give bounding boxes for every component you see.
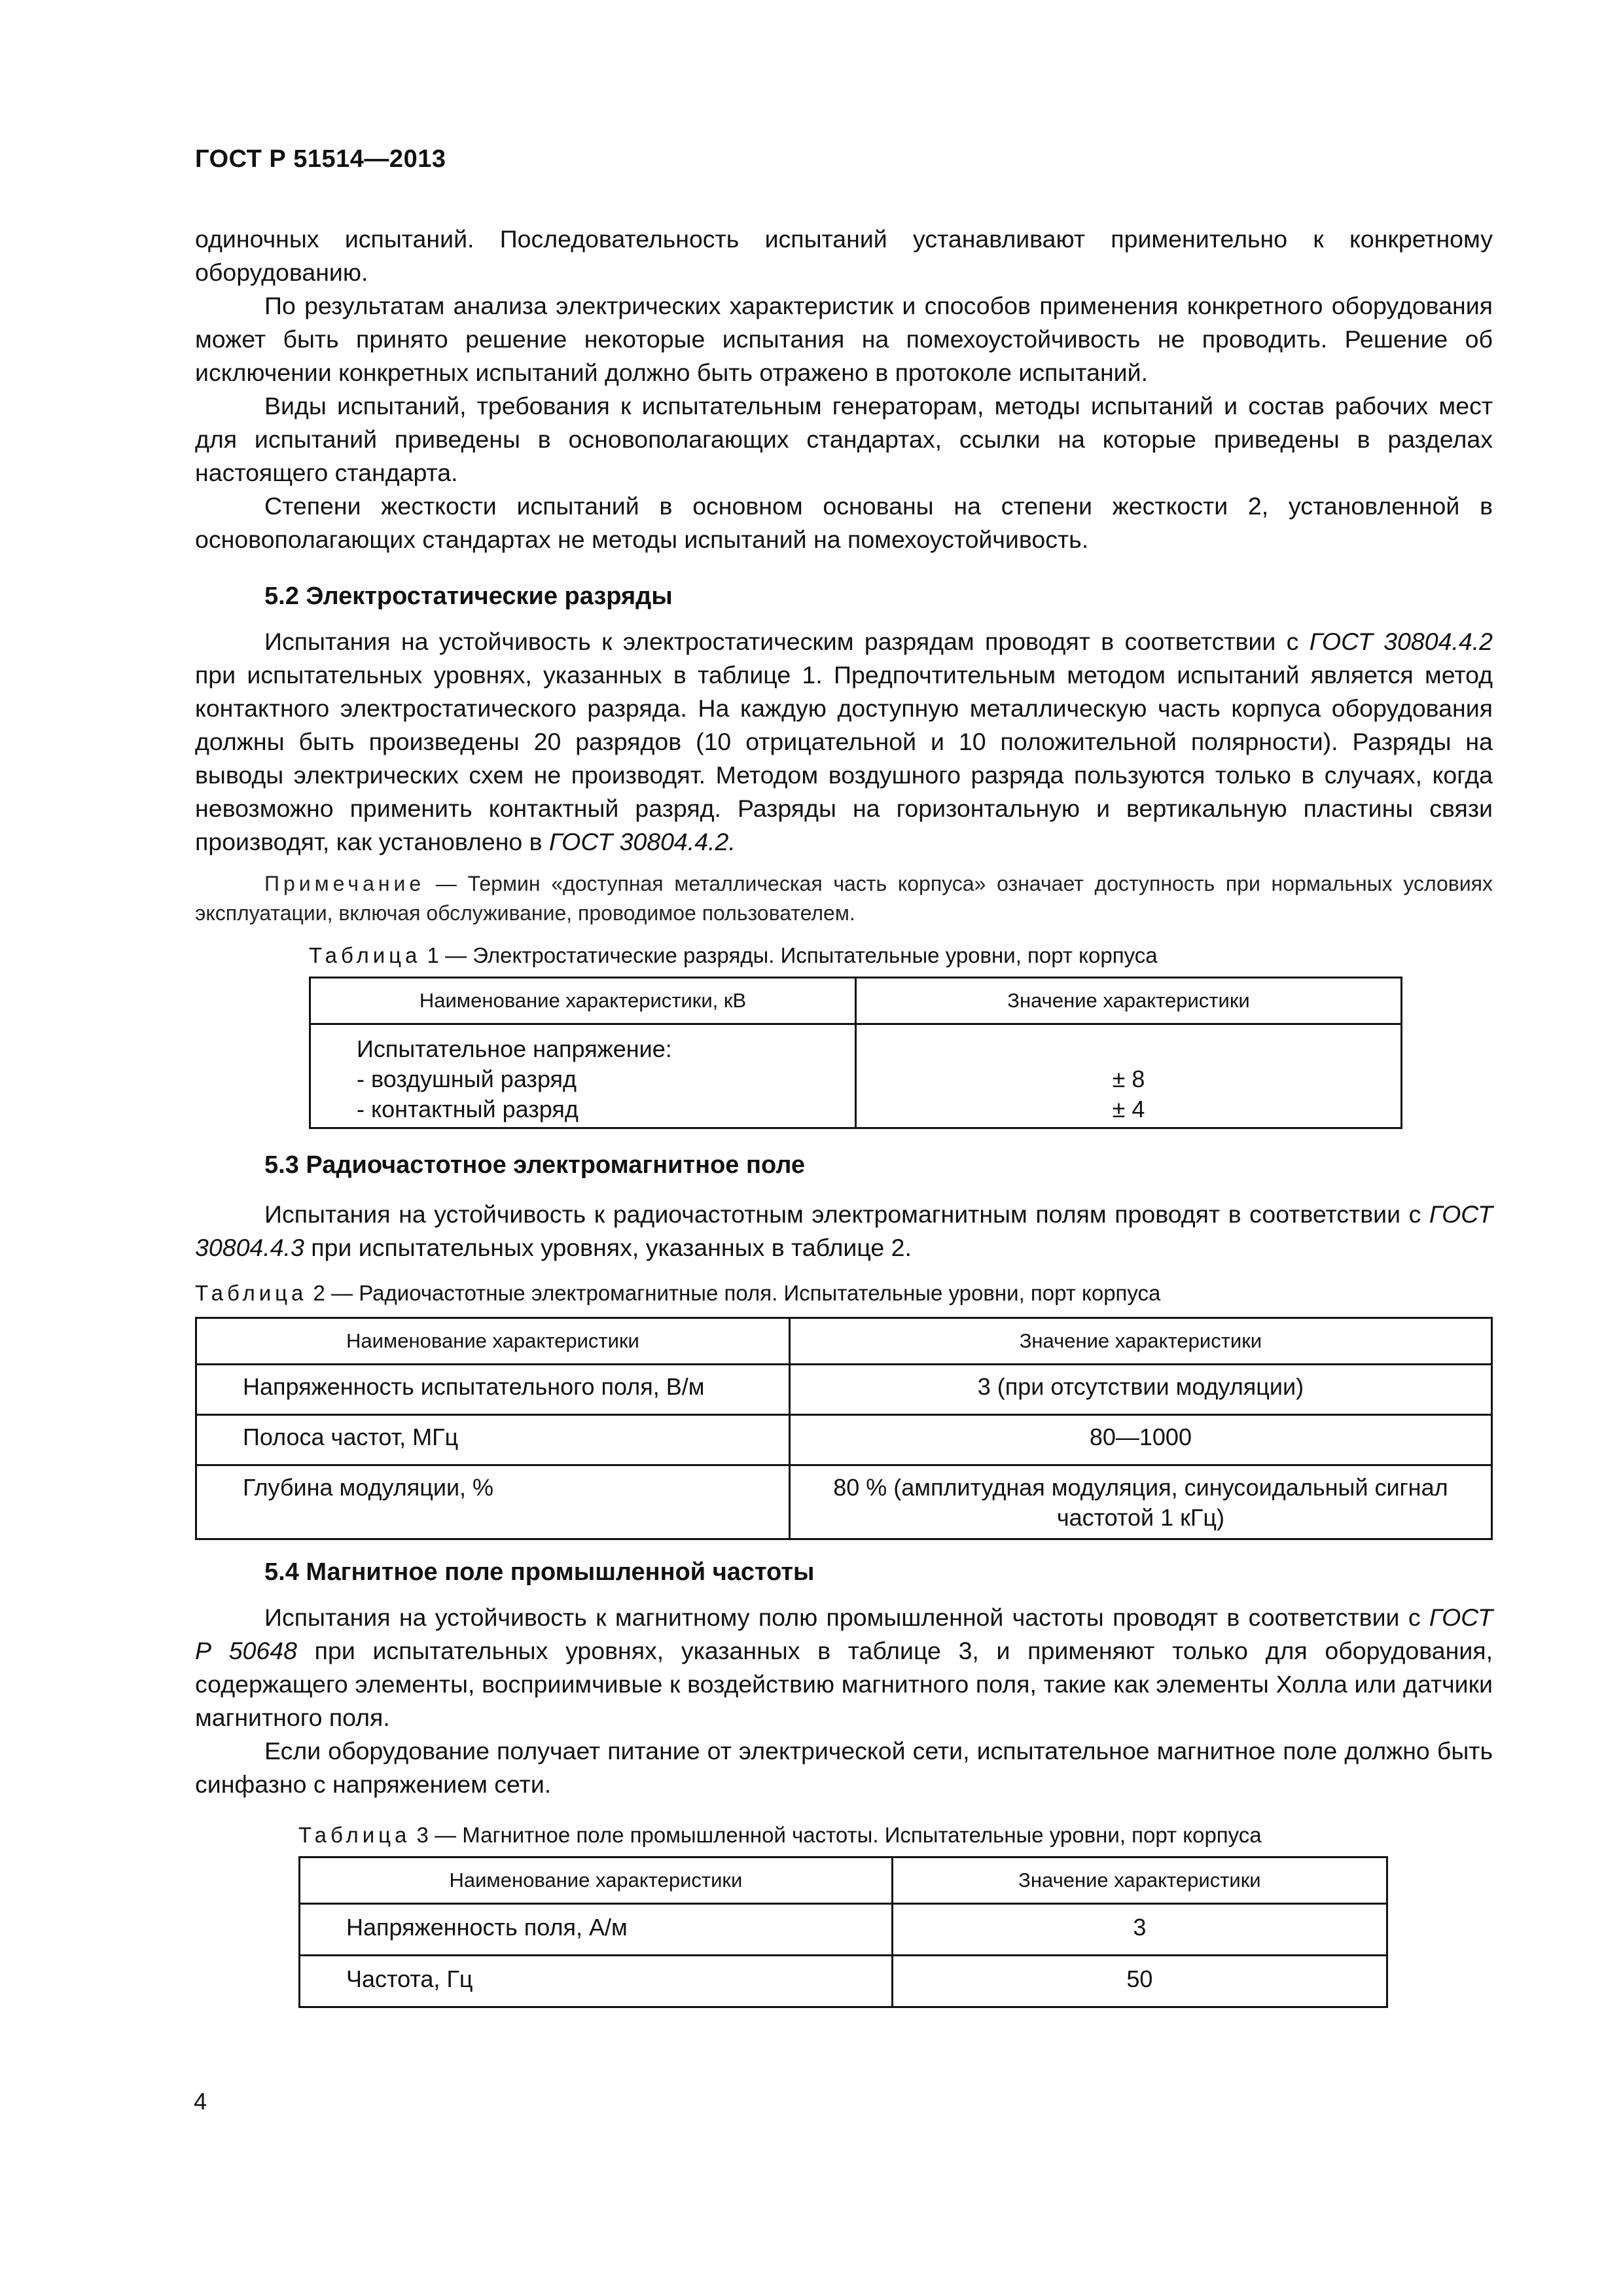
table-header-cell: Значение характеристики [892, 1857, 1387, 1904]
table-label: Таблица [195, 1281, 308, 1305]
table-cell: Частота, Гц [300, 1956, 893, 2007]
table-caption-text: 2 — Радиочастотные электромагнитные поля. Испытательные уровни, порт корпуса [307, 1281, 1161, 1305]
table-header-cell: Значение характеристики [789, 1318, 1491, 1365]
table-cell: 50 [892, 1956, 1387, 2007]
standard-reference: ГОСТ Р 50648 [195, 1604, 1493, 1664]
table-cell: 80—1000 [789, 1415, 1491, 1465]
text: при испытательных уровнях, указанных в таблице 2. [304, 1234, 912, 1261]
cell-line: ± 4 [1112, 1096, 1145, 1122]
table-header-cell: Значение характеристики [856, 978, 1402, 1024]
table-header-cell: Наименование характеристики [300, 1857, 893, 1904]
table-cell: Полоса частот, МГц [196, 1415, 790, 1465]
standard-reference: ГОСТ 30804.4.2 [1309, 628, 1493, 655]
paragraph: Степени жесткости испытаний в основном основаны на степени жесткости 2, установленной в основополагающих стандартах не методы испытаний на помехоустойчивость. [195, 492, 1493, 553]
note-label: Примечание [264, 872, 425, 895]
table-row [300, 1904, 1387, 1956]
section-heading: 5.3 Радиочастотное электромагнитное поле [264, 1151, 805, 1179]
paragraph: Если оборудование получает питание от электрической сети, испытательное магнитное поле должно быть синфазно с напряжением сети. [195, 1737, 1493, 1798]
page-content [195, 223, 1493, 2008]
table-caption-text: 3 — Магнитное поле промышленной частоты. Испытательные уровни, порт корпуса [410, 1823, 1262, 1847]
paragraph [195, 1601, 1493, 1734]
paragraph [195, 1198, 1493, 1265]
page-number: 4 [194, 2088, 207, 2115]
table-row [196, 1365, 1492, 1415]
text: при испытательных уровнях, указанных в таблице 1. Предпочтительным методом испытаний является метод контактного электростатического разряда. На каждую доступную металлическую часть корпуса оборудования должны быть произведены 20 разрядов (10 отрицательной и 10 положительной полярности). Разряды на выводы электрических схем не производят. Методом воздушного разряда пользуются только в случаях, когда невозможно применить контактный разряд. Разряды на горизонтальную и вертикальную пластины связи производят, как установлено в [195, 661, 1493, 855]
table-row [300, 1956, 1387, 2007]
page-header: ГОСТ Р 51514—2013 [195, 145, 446, 173]
table-caption [195, 941, 1493, 970]
cell-line: - воздушный разряд [357, 1066, 577, 1092]
cell-line: Испытательное напряжение: [357, 1035, 672, 1062]
table-row [196, 1415, 1492, 1465]
table-cell: 3 (при отсутствии модуляции) [789, 1365, 1491, 1415]
text: Испытания на устойчивость к магнитному полю промышленной частоты проводят в соответствии с [264, 1604, 1429, 1631]
paragraph: По результатам анализа электрических характеристик и способов применения конкретного оборудования может быть принято решение некоторые испытания на помехоустойчивость не проводить. Решение об исключении конкретных испытаний должно быть отражено в протоколе испытаний. [195, 292, 1493, 386]
table-rf [195, 1317, 1493, 1540]
table-cell: 3 [892, 1904, 1387, 1956]
note-text: — Термин «доступная металлическая часть корпуса» означает доступность при нормальных условиях эксплуатации, включая обслуживание, проводимое пользователем. [195, 872, 1493, 925]
table-magnetic [298, 1856, 1388, 2008]
paragraph [195, 625, 1493, 859]
table-cell: Глубина модуляции, % [196, 1465, 790, 1539]
section-heading: 5.2 Электростатические разряды [264, 583, 673, 610]
table-label: Таблица [309, 943, 421, 967]
table-esd [309, 977, 1402, 1129]
paragraph: одиночных испытаний. Последовательность испытаний устанавливают применительно к конкретному оборудованию. [195, 225, 1493, 286]
text: при испытательных уровнях, указанных в таблице 3, и применяют только для оборудования, содержащего элементы, восприимчивые к воздействию магнитного поля, такие как элементы Холла или датчики магнитного поля. [195, 1637, 1493, 1731]
note [195, 869, 1493, 928]
table-cell [856, 1024, 1402, 1128]
table-header-cell: Наименование характеристики [196, 1318, 790, 1365]
table-caption-text: 1 — Электростатические разряды. Испытательные уровни, порт корпуса [421, 943, 1158, 967]
table-caption [195, 1279, 1493, 1308]
text: Испытания на устойчивость к радиочастотным электромагнитным полям проводят в соответствии с [264, 1200, 1429, 1228]
table-caption [195, 1821, 1493, 1850]
table-label: Таблица [298, 1823, 411, 1847]
paragraph: Виды испытаний, требования к испытательным генераторам, методы испытаний и состав рабочих мест для испытаний приведены в основополагающих стандартах, ссылки на которые приведены в разделах настоящего стандарта. [195, 392, 1493, 486]
cell-line: - контактный разряд [357, 1096, 579, 1122]
standard-reference: ГОСТ 30804.4.3 [195, 1200, 1493, 1261]
standard-reference: ГОСТ 30804.4.2. [549, 828, 736, 855]
table-header-cell: Наименование характеристики, кВ [310, 978, 856, 1024]
section-heading: 5.4 Магнитное поле промышленной частоты [264, 1558, 815, 1586]
table-cell: Напряженность поля, А/м [300, 1904, 893, 1956]
cell-line: ± 8 [1112, 1066, 1145, 1092]
table-cell [310, 1024, 856, 1128]
text: Испытания на устойчивость к электростатическим разрядам проводят в соответствии с [264, 628, 1310, 655]
table-cell: 80 % (амплитудная модуляция, синусоидальный сигнал частотой 1 кГц) [789, 1465, 1491, 1539]
table-cell: Напряженность испытательного поля, В/м [196, 1365, 790, 1415]
table-row [310, 1024, 1402, 1128]
table-row [196, 1465, 1492, 1539]
